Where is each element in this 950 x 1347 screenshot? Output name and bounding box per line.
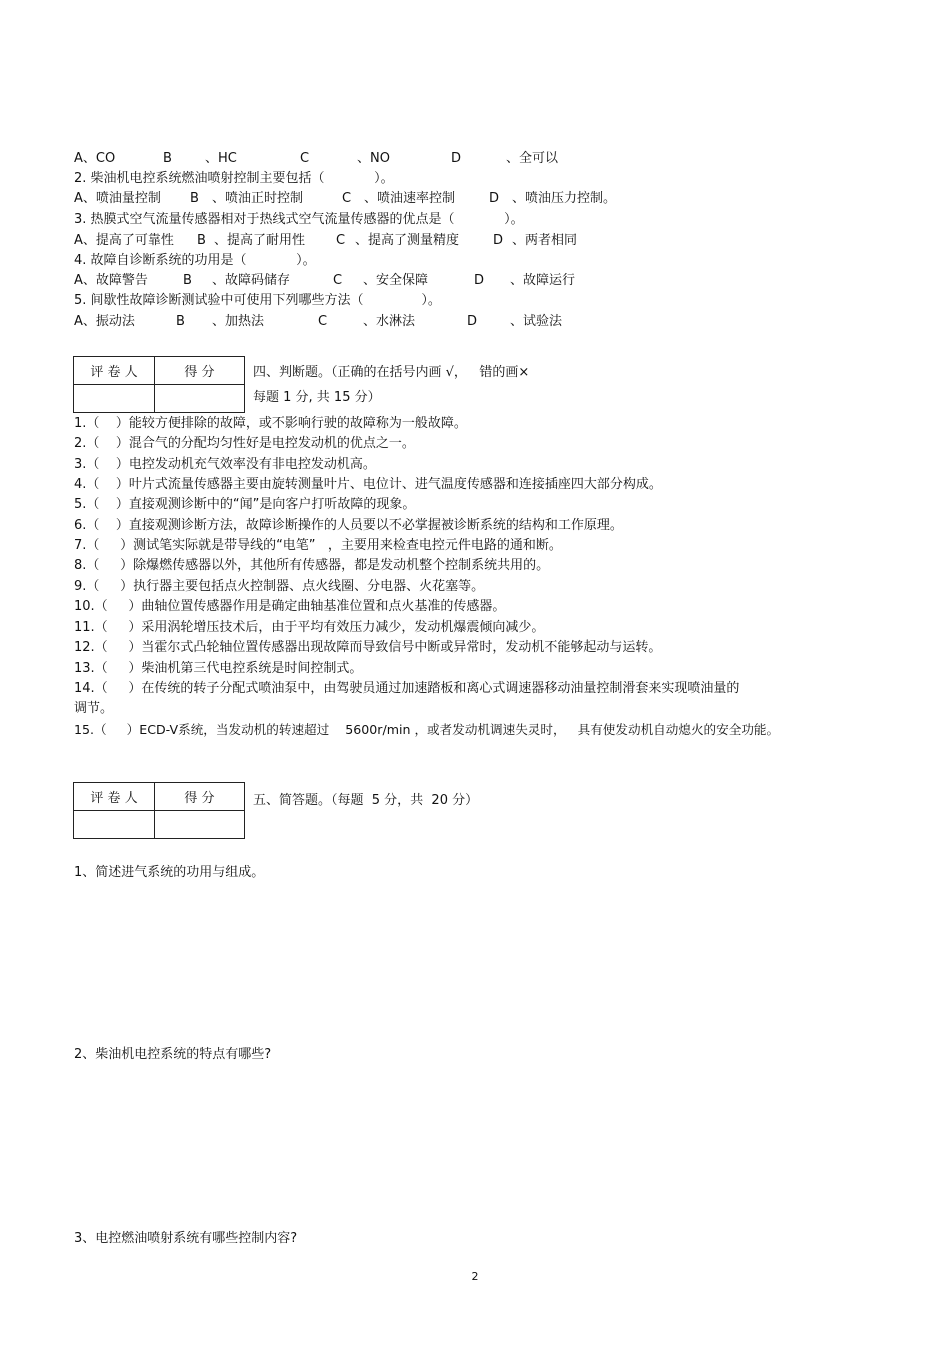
score-cell[interactable]	[155, 385, 245, 413]
score-cell[interactable]	[155, 811, 245, 839]
q4-option-d: 、故障运行	[510, 273, 576, 288]
q4-option-c-letter: C	[333, 273, 343, 288]
q3-option-c-letter: C	[336, 233, 346, 248]
score-table-section-4	[73, 356, 245, 413]
judge-item-3: 3.（ ）电控发动机充气效率没有非电控发动机高。	[74, 457, 376, 472]
judge-item-14: 14.（ ）在传统的转子分配式喷油泵中，由驾驶员通过加速踏板和离心式调速器移动油量控制滑套来实现喷油量的	[74, 681, 740, 696]
q4-option-b: 、故障码储存	[212, 273, 291, 288]
judge-item-4: 4.（ ）叶片式流量传感器主要由旋转测量叶片、电位计、进气温度传感器和连接插座四大部分构成。	[74, 477, 662, 492]
q5-option-d-letter: D	[467, 314, 478, 329]
score-table-section-5	[73, 782, 245, 839]
q4-option-d-letter: D	[474, 273, 485, 288]
section-5-heading: 五、简答题。（每题 5 分，共 20 分）	[253, 793, 479, 808]
q2-option-c-letter: C	[342, 191, 352, 206]
q4-option-a: A、故障警告	[74, 273, 148, 288]
q1-option-c-letter: C	[300, 151, 310, 166]
judge-item-7: 7.（ ）测试笔实际就是带导线的“电笔” ，主要用来检查电控元件电路的通和断。	[74, 538, 562, 553]
q1-option-b-letter: B	[163, 151, 172, 166]
q5-option-c: 、水淋法	[363, 314, 416, 329]
judge-item-2: 2.（ ）混合气的分配均匀性好是电控发动机的优点之一。	[74, 436, 415, 451]
section-4-heading-cont: 每题 1 分, 共 15 分）	[253, 390, 381, 405]
judge-item-12: 12.（ ）当霍尔式凸轮轴位置传感器出现故障而导致信号中断或异常时，发动机不能够起动与运转。	[74, 640, 662, 655]
judge-item-10: 10.（ ）曲轴位置传感器作用是确定曲轴基准位置和点火基准的传感器。	[74, 599, 506, 614]
q5-option-a: A、振动法	[74, 314, 135, 329]
q5-option-b-letter: B	[176, 314, 185, 329]
judge-item-5: 5.（ ）直接观测诊断中的“闻”是向客户打听故障的现象。	[74, 497, 416, 512]
judge-item-15: 15.（ ）ECD-V系统，当发动机的转速超过 5600r/min ，或者发动机调速失灵时， 具有使发动机自动熄火的安全功能。	[74, 722, 780, 737]
q3-option-d-letter: D	[493, 233, 504, 248]
q1-option-d: 、全可以	[506, 151, 559, 166]
q4-option-c: 、安全保障	[363, 273, 429, 288]
q3-option-c: 、提高了测量精度	[355, 233, 460, 248]
question-2: 2. 柴油机电控系统燃油喷射控制主要包括（ ）。	[74, 171, 394, 186]
score-label: 得 分	[155, 357, 245, 385]
q3-option-b: 、提高了耐用性	[214, 233, 306, 248]
q3-option-d: 、两者相同	[512, 233, 578, 248]
judge-item-14-cont: 调节。	[74, 701, 114, 716]
judge-item-13: 13.（ ）柴油机第三代电控系统是时间控制式。	[74, 661, 363, 676]
q1-option-a: A、CO	[74, 151, 116, 166]
short-answer-2: 2、柴油机电控系统的特点有哪些?	[74, 1047, 272, 1062]
question-5: 5. 间歇性故障诊断测试验中可使用下列哪些方法（ ）。	[74, 293, 441, 308]
q1-option-c: 、NO	[357, 151, 390, 166]
q5-option-d: 、试验法	[510, 314, 563, 329]
grader-cell[interactable]	[74, 811, 155, 839]
q5-option-c-letter: C	[318, 314, 328, 329]
short-answer-3: 3、电控燃油喷射系统有哪些控制内容?	[74, 1231, 298, 1246]
q2-option-a: A、喷油量控制	[74, 191, 161, 206]
q2-option-b: 、喷油正时控制	[212, 191, 304, 206]
judge-item-8: 8.（ ）除爆燃传感器以外，其他所有传感器，都是发动机整个控制系统共用的。	[74, 558, 550, 573]
q1-option-b: 、HC	[205, 151, 237, 166]
page-number: 2	[471, 1270, 479, 1283]
q2-option-b-letter: B	[190, 191, 199, 206]
judge-item-9: 9.（ ）执行器主要包括点火控制器、点火线圈、分电器、火花塞等。	[74, 579, 485, 594]
section-4-heading: 四、判断题。（正确的在括号内画 √， 错的画×	[253, 365, 530, 380]
grader-cell[interactable]	[74, 385, 155, 413]
q3-option-b-letter: B	[197, 233, 206, 248]
judge-item-6: 6.（ ）直接观测诊断方法，故障诊断操作的人员要以不必掌握被诊断系统的结构和工作原理。	[74, 518, 623, 533]
short-answer-1: 1、简述进气系统的功用与组成。	[74, 865, 265, 880]
q2-option-d-letter: D	[489, 191, 500, 206]
q2-option-d: 、喷油压力控制。	[512, 191, 617, 206]
judge-item-11: 11.（ ）采用涡轮增压技术后，由于平均有效压力减少，发动机爆震倾向减少。	[74, 620, 545, 635]
question-4: 4. 故障自诊断系统的功用是（ ）。	[74, 253, 316, 268]
q2-option-c: 、喷油速率控制	[364, 191, 456, 206]
question-3: 3. 热膜式空气流量传感器相对于热线式空气流量传感器的优点是（ ）。	[74, 212, 524, 227]
q4-option-b-letter: B	[183, 273, 192, 288]
q1-option-d-letter: D	[451, 151, 462, 166]
score-label: 得 分	[155, 783, 245, 811]
q3-option-a: A、提高了可靠性	[74, 233, 174, 248]
q5-option-b: 、加热法	[212, 314, 265, 329]
judge-item-1: 1.（ ）能较方便排除的故障，或不影响行驶的故障称为一般故障。	[74, 416, 467, 431]
grader-label: 评 卷 人	[74, 357, 155, 385]
grader-label: 评 卷 人	[74, 783, 155, 811]
